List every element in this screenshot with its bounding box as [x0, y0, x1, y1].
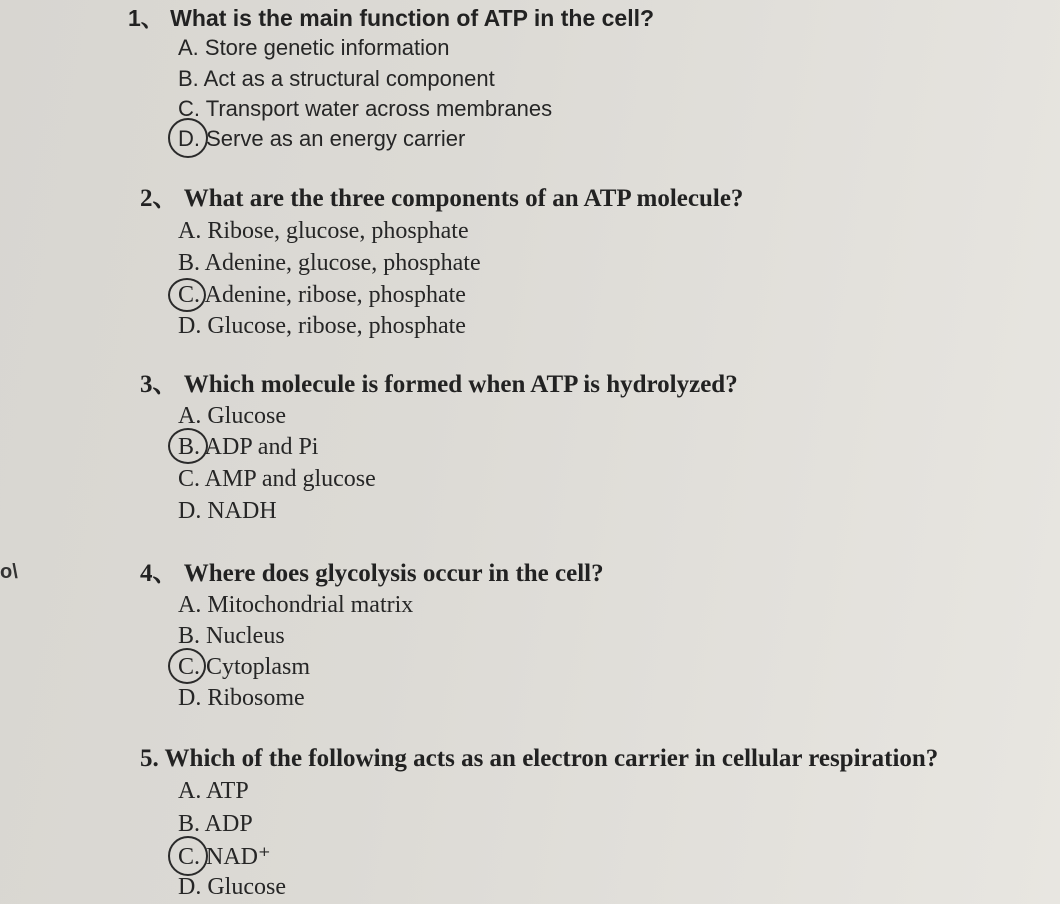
question-4-text: 4、 Where does glycolysis occur in the cell?: [140, 560, 604, 587]
question-4-option-a: A. Mitochondrial matrix: [178, 592, 414, 618]
question-3-option-a: A. Glucose: [178, 403, 286, 429]
answer-circle-q5: [168, 836, 208, 876]
question-5-text: 5. Which of the following acts as an electron carrier in cellular respiration?: [140, 745, 939, 772]
question-5-option-d: D. Glucose: [178, 874, 286, 900]
answer-circle-q2: [168, 278, 206, 312]
question-4-option-b: B. Nucleus: [178, 623, 285, 649]
question-3-text: 3、 Which molecule is formed when ATP is hydrolyzed?: [140, 371, 738, 398]
question-5-option-b: B. ADP: [178, 811, 253, 837]
question-2-option-c: C. Adenine, ribose, phosphate: [178, 282, 466, 308]
question-3-option-d: D. NADH: [178, 498, 277, 524]
question-2-text: 2、 What are the three components of an ATP molecule?: [140, 185, 744, 212]
question-5-option-c: C. NAD⁺: [178, 844, 271, 870]
question-1-option-a: A. Store genetic information: [178, 35, 450, 60]
question-3-option-c: C. AMP and glucose: [178, 466, 376, 492]
question-4-option-d: D. Ribosome: [178, 685, 305, 711]
question-1-option-c: C. Transport water across membranes: [178, 96, 553, 121]
question-1-text: 1、 What is the main function of ATP in the cell?: [128, 5, 655, 31]
question-1-option-b: B. Act as a structural component: [178, 66, 495, 91]
question-2-option-d: D. Glucose, ribose, phosphate: [178, 313, 466, 339]
answer-circle-q4: [168, 648, 206, 684]
question-1-option-d: D. Serve as an energy carrier: [178, 126, 466, 151]
question-2-option-a: A. Ribose, glucose, phosphate: [178, 218, 469, 244]
answer-circle-q3: [168, 428, 208, 464]
question-3-option-b: B. ADP and Pi: [178, 434, 319, 460]
question-2-option-b: B. Adenine, glucose, phosphate: [178, 250, 481, 276]
question-4-option-c: C. Cytoplasm: [178, 654, 311, 680]
margin-mark: o\: [0, 561, 18, 583]
answer-circle-q1: [168, 118, 208, 158]
question-5-option-a: A. ATP: [178, 778, 249, 804]
